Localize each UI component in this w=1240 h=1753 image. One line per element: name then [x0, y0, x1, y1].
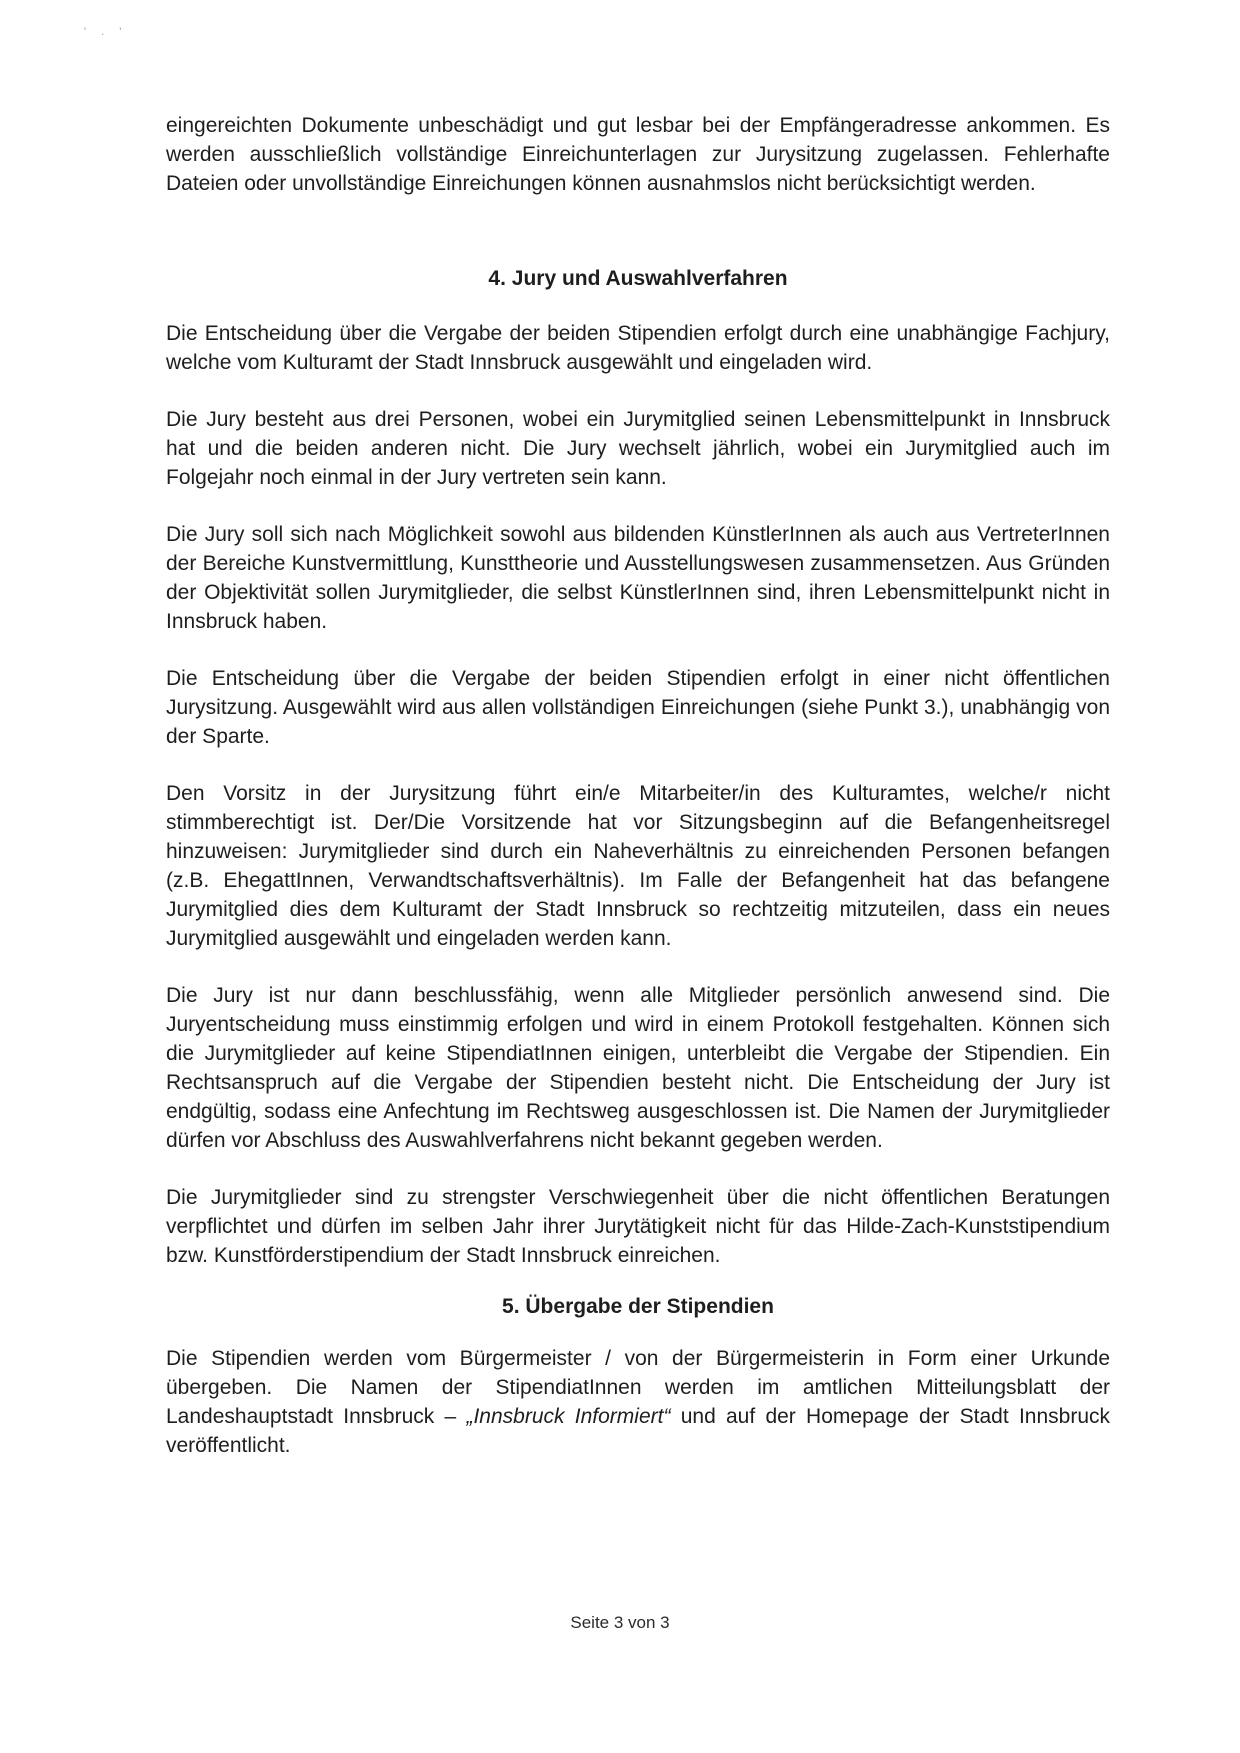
scan-corner-mark: ' . ' [84, 26, 128, 38]
section-4-paragraph-2: Die Jury besteht aus drei Personen, wobei ein Jurymitglied seinen Lebensmittelpunkt in Innsbruck hat und die beiden anderen nicht. Die Jury wechselt jährlich, wobei ein Jurymitglied auch im Folgejahr noch einmal in der Jury vertreten sein kann. [166, 408, 1110, 489]
section-5-text-start: Die Stipendien werden vom Bürgermeister / von der Bürgermeisterin in Form einer Urkunde übergeben. Die Namen der StipendiatInnen werden im amtlichen Mitteilungsblatt der Landeshauptstadt Innsbruck – [166, 1347, 1110, 1428]
section-4-paragraph-5: Den Vorsitz in der Jurysitzung führt ein/e Mitarbeiter/in des Kulturamtes, welche/r nicht stimmberechtigt ist. Der/Die Vorsitzende hat vor Sitzungsbeginn auf die Befangenheitsregel hinzuweisen: Jurymitglieder sind durch ein Naheverhältnis zu einreichenden Personen befangen (z.B. EhegattInnen, Verwandtschaftsverhältnis). Im Falle der Befangenheit hat das befangene Jurymitglied dies dem Kulturamt der Stadt Innsbruck so rechtzeitig mitzuteilen, dass ein neues Jurymitglied ausgewählt und eingeladen werden kann. [166, 782, 1110, 950]
section-4-paragraph-4: Die Entscheidung über die Vergabe der beiden Stipendien erfolgt in einer nicht öffentlichen Jurysitzung. Ausgewählt wird aus allen vollständigen Einreichungen (siehe Punkt 3.), unabhängig von der Sparte. [166, 667, 1110, 748]
document-body [166, 111, 1110, 1460]
section-4-heading: 4. Jury und Auswahlverfahren [488, 267, 788, 290]
page-footer: Seite 3 von 3 [570, 1613, 670, 1632]
intro-paragraph: eingereichten Dokumente unbeschädigt und gut lesbar bei der Empfängeradresse ankommen. Es werden ausschließlich vollständige Einreichunterlagen zur Jurysitzung zugelassen. Fehlerhafte Dateien oder unvollständige Einreichungen können ausnahmslos nicht berücksichtigt werden. [166, 114, 1110, 195]
section-5-heading: 5. Übergabe der Stipendien [502, 1295, 774, 1318]
section-5-text-end: und auf der Homepage der Stadt Innsbruck veröffentlicht. [166, 1405, 1110, 1457]
section-4-paragraph-6: Die Jury ist nur dann beschlussfähig, wenn alle Mitglieder persönlich anwesend sind. Die Juryentscheidung muss einstimmig erfolgen und wird in einem Protokoll festgehalten. Können sich die Jurymitglieder auf keine StipendiatInnen einigen, unterbleibt die Vergabe der Stipendien. Ein Rechtsanspruch auf die Vergabe der Stipendien besteht nicht. Die Entscheidung der Jury ist endgültig, sodass eine Anfechtung im Rechtsweg ausgeschlossen ist. Die Namen der Jurymitglieder dürfen vor Abschluss des Auswahlverfahrens nicht bekannt gegeben werden. [166, 984, 1110, 1152]
section-5-paragraph [166, 1344, 1110, 1460]
section-4-paragraph-7: Die Jurymitglieder sind zu strengster Verschwiegenheit über die nicht öffentlichen Beratungen verpflichtet und dürfen im selben Jahr ihrer Jurytätigkeit nicht für das Hilde-Zach-Kunststipendium bzw. Kunstförderstipendium der Stadt Innsbruck einreichen. [166, 1186, 1110, 1267]
section-4-paragraph-1: Die Entscheidung über die Vergabe der beiden Stipendien erfolgt durch eine unabhängige Fachjury, welche vom Kulturamt der Stadt Innsbruck ausgewählt und eingeladen wird. [166, 322, 1110, 374]
publication-title: „Innsbruck Informiert“ [466, 1405, 671, 1428]
section-4-paragraph-3: Die Jury soll sich nach Möglichkeit sowohl aus bildenden KünstlerInnen als auch aus VertreterInnen der Bereiche Kunstvermittlung, Kunsttheorie und Ausstellungswesen zusammensetzen. Aus Gründen der Objektivität sollen Jurymitglieder, die selbst KünstlerInnen sind, ihren Lebensmittelpunkt nicht in Innsbruck haben. [166, 523, 1110, 633]
